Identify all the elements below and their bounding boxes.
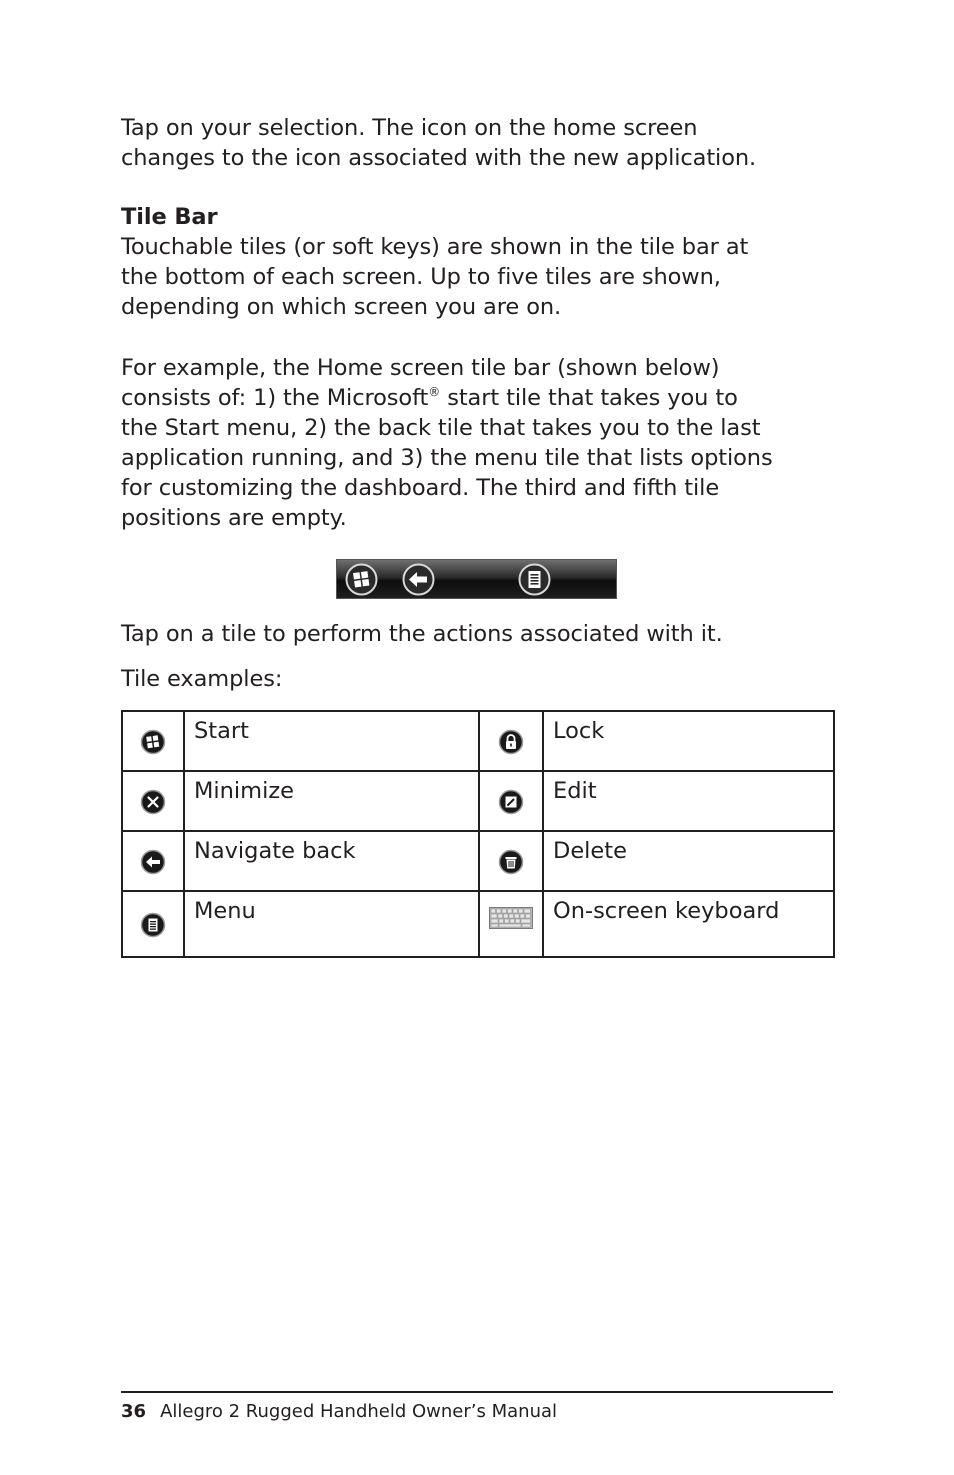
table-row [122,771,834,831]
icon-cell [479,831,543,891]
windows-start-icon [140,729,166,755]
example-text-2b: start tile that takes you to [440,385,738,411]
tile-label: Navigate back [184,831,479,891]
tile-bar-text-2: the bottom of each screen. Up to five tiles are shown, [121,264,721,290]
back-arrow-icon [402,563,435,596]
tile-label: Edit [543,771,834,831]
icon-cell [122,891,184,957]
menu-list-icon [518,563,551,596]
example-text-1: For example, the Home screen tile bar (shown below) [121,355,720,381]
example-text-2a: consists of: 1) the Microsoft [121,385,429,411]
page-footer [121,1400,557,1424]
table-row [122,831,834,891]
tile-bar-text-1: Touchable tiles (or soft keys) are shown in the tile bar at [121,234,749,260]
back-arrow-icon [140,849,166,875]
edit-pencil-icon [498,789,524,815]
icon-cell [122,711,184,771]
example-text-6: positions are empty. [121,505,347,531]
example-text-5: for customizing the dashboard. The third and fifth tile [121,475,720,501]
tile-examples-table [121,710,835,958]
example-text-3: the Start menu, 2) the back tile that takes you to the last [121,415,761,441]
lock-icon [498,729,524,755]
trash-icon [498,849,524,875]
tile-label: On-screen keyboard [543,891,834,957]
menu-list-icon [140,912,166,938]
windows-start-icon [345,563,378,596]
icon-cell [122,771,184,831]
icon-cell [479,891,543,957]
page-content [121,113,833,958]
tile-label: Start [184,711,479,771]
icon-cell [479,711,543,771]
tile-bar-heading: Tile Bar [121,204,218,230]
table-row [122,711,834,771]
page-number: 36 [121,1401,147,1422]
tap-tile-text: Tap on a tile to perform the actions associated with it. [121,621,723,647]
example-text-2 [121,383,833,413]
footer-rule [121,1391,833,1393]
tile-label: Menu [184,891,479,957]
intro-line-2: changes to the icon associated with the new application. [121,145,757,171]
tile-bar-image [336,559,617,599]
registered-mark: ® [428,385,441,399]
tile-examples-label: Tile examples: [121,666,283,692]
intro-line-1: Tap on your selection. The icon on the home screen [121,115,698,141]
tile-bar-text-3: depending on which screen you are on. [121,294,562,320]
example-text-4: application running, and 3) the menu tile that lists options [121,445,773,471]
tile-label: Minimize [184,771,479,831]
icon-cell [122,831,184,891]
close-x-icon [140,789,166,815]
table-row [122,891,834,957]
icon-cell [479,771,543,831]
tile-label: Lock [543,711,834,771]
manual-title: Allegro 2 Rugged Handheld Owner’s Manual [160,1401,558,1422]
tile-label: Delete [543,831,834,891]
keyboard-icon [489,907,533,929]
